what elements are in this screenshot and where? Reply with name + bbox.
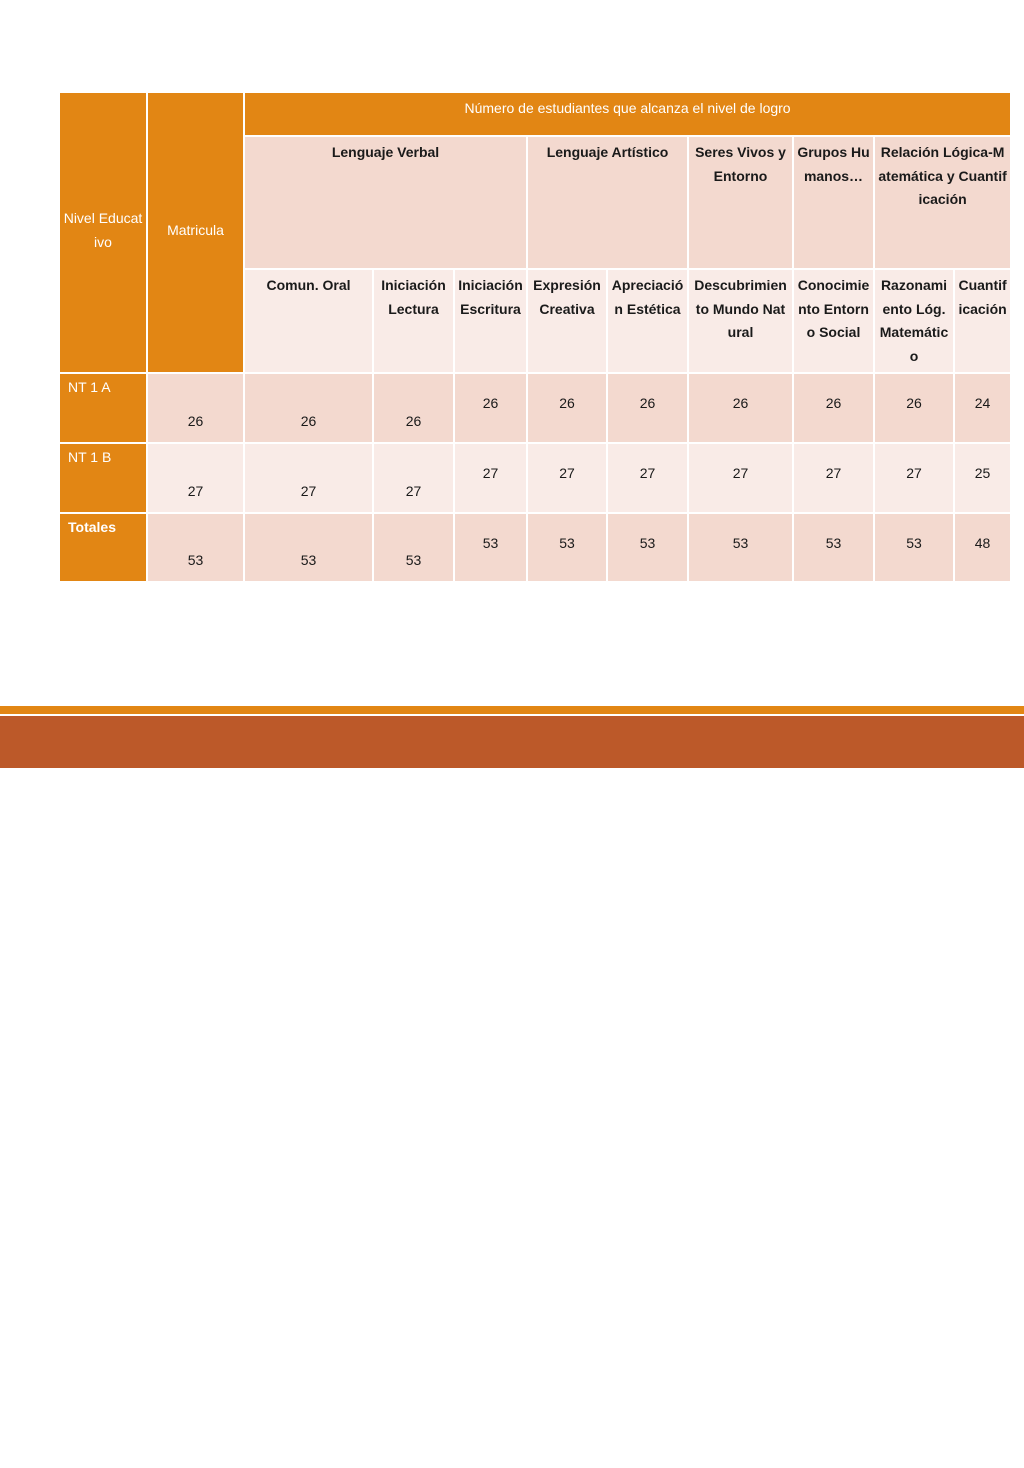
row-value: 53 <box>875 514 955 583</box>
header-nivel-educativo: Nivel Educativo <box>60 93 148 374</box>
row-value: 53 <box>374 514 455 583</box>
row-value: 27 <box>608 444 689 514</box>
header-matricula: Matricula <box>148 93 245 374</box>
row-value: 26 <box>245 374 374 444</box>
footer-bar <box>0 716 1024 1468</box>
subheader-iniciacion-lectura: Iniciación Lectura <box>374 270 455 374</box>
subheader-apreciacion-estetica: Apreciación Estética <box>608 270 689 374</box>
subheader-comun-oral: Comun. Oral <box>245 270 374 374</box>
area-lenguaje-artistico: Lenguaje Artístico <box>528 137 689 270</box>
row-value: 27 <box>794 444 875 514</box>
row-value: 26 <box>528 374 608 444</box>
subheader-conocimiento: Conocimiento Entorno Social <box>794 270 875 374</box>
row-value: 53 <box>608 514 689 583</box>
table-row <box>60 514 1012 583</box>
row-matricula: 26 <box>148 374 245 444</box>
area-relacion-logica: Relación Lógica-Matemática y Cuantificación <box>875 137 1012 270</box>
row-value: 27 <box>528 444 608 514</box>
row-value: 27 <box>875 444 955 514</box>
row-matricula: 53 <box>148 514 245 583</box>
subheader-cuantificacion: Cuantificación <box>955 270 1012 374</box>
row-label: NT 1 A <box>60 374 148 444</box>
row-value: 48 <box>955 514 1012 583</box>
row-value: 26 <box>689 374 794 444</box>
row-value: 26 <box>374 374 455 444</box>
row-value: 25 <box>955 444 1012 514</box>
row-value: 27 <box>374 444 455 514</box>
header-span-title: Número de estudiantes que alcanza el nivel de logro <box>245 93 1012 137</box>
row-value: 53 <box>689 514 794 583</box>
row-value: 27 <box>245 444 374 514</box>
row-value: 53 <box>455 514 528 583</box>
area-grupos-humanos: Grupos Humanos… <box>794 137 875 270</box>
page-number: 34 <box>918 1452 934 1468</box>
row-value: 27 <box>689 444 794 514</box>
area-seres-vivos: Seres Vivos y Entorno <box>689 137 794 270</box>
row-matricula: 27 <box>148 444 245 514</box>
row-value: 53 <box>794 514 875 583</box>
row-value: 27 <box>455 444 528 514</box>
area-lenguaje-verbal: Lenguaje Verbal <box>245 137 528 270</box>
row-value: 24 <box>955 374 1012 444</box>
row-value: 26 <box>794 374 875 444</box>
footer-accent-line <box>0 706 1024 714</box>
subheader-expresion-creativa: Expresión Creativa <box>528 270 608 374</box>
row-value: 53 <box>245 514 374 583</box>
subheader-descubrimiento: Descubrimiento Mundo Natural <box>689 270 794 374</box>
row-value: 26 <box>875 374 955 444</box>
subheader-razonamiento: Razonamiento Lóg.Matemático <box>875 270 955 374</box>
row-value: 26 <box>608 374 689 444</box>
achievement-table <box>60 93 1012 583</box>
row-label: Totales <box>60 514 148 583</box>
row-value: 26 <box>455 374 528 444</box>
table-row <box>60 444 1012 514</box>
table-row <box>60 374 1012 444</box>
row-label: NT 1 B <box>60 444 148 514</box>
subheader-iniciacion-escritura: Iniciación Escritura <box>455 270 528 374</box>
row-value: 53 <box>528 514 608 583</box>
